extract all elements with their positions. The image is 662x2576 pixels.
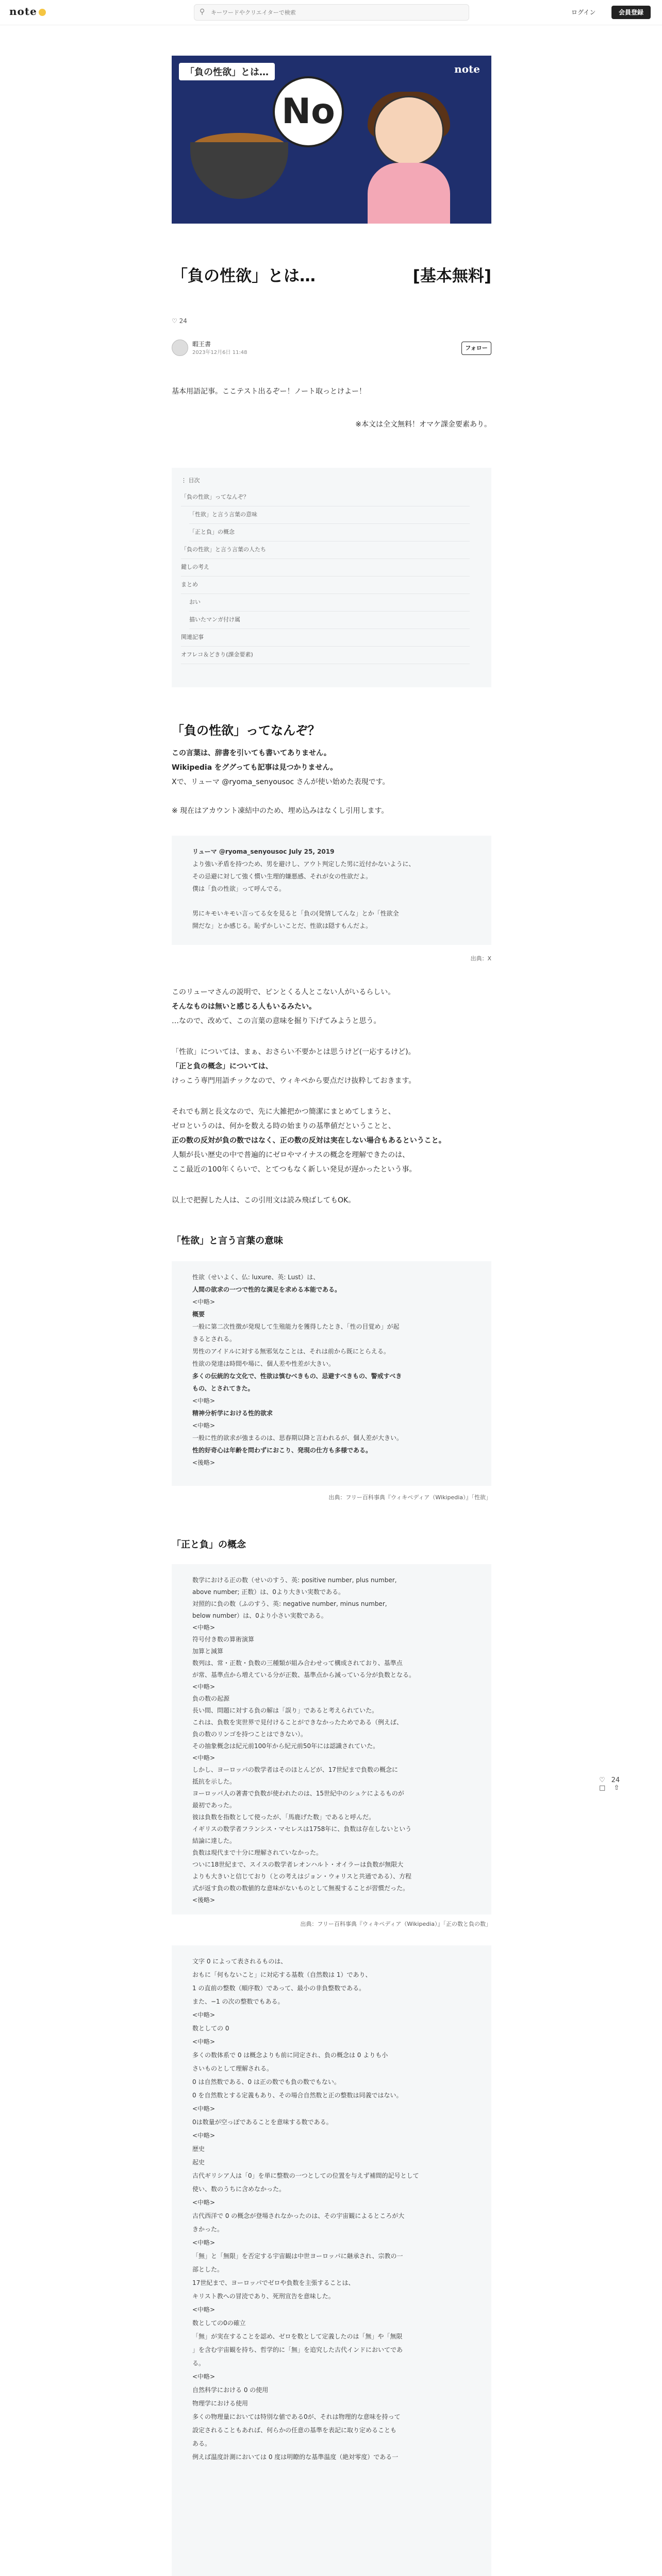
no-bubble: No bbox=[273, 76, 344, 147]
quote-line: <中略> bbox=[192, 2373, 216, 2380]
quote-line: 0 は自然数である、0 は正の数でも負の数でもない。 bbox=[192, 2078, 340, 2086]
paragraph: そんなものは無いと感じる人もいるみたい。 bbox=[172, 1003, 316, 1011]
section-heading: 「性欲」と言う言葉の意味 bbox=[172, 1235, 283, 1246]
quote-line: きかった。 bbox=[192, 2226, 224, 2233]
login-link[interactable]: ログイン bbox=[571, 9, 596, 16]
quote-line: イギリスの数学者フランシス・マセレスは1758年に、負数は存在しないという bbox=[192, 1825, 412, 1833]
girl-face bbox=[374, 96, 444, 166]
toc-item[interactable]: 描いたマンガ付け属 bbox=[189, 611, 470, 629]
post-date: 2023年12月6日 11:48 bbox=[192, 350, 247, 355]
intro-note: ※本文は全文無料！オマケ課金要素あり。 bbox=[355, 420, 491, 429]
author-name[interactable]: 暇王書 bbox=[192, 341, 211, 348]
quote-line: <中略> bbox=[192, 2132, 216, 2139]
quote-block bbox=[172, 1945, 491, 2576]
quote-line: <後略> bbox=[192, 1896, 216, 1904]
quote-line: <中略> bbox=[192, 2105, 216, 2112]
paragraph: それでも割と長文なので、先に大雑把かつ簡潔にまとめてしまうと、 bbox=[172, 1108, 395, 1116]
quote-line: 」を含む宇宙観を持ち、哲学的に「無」を追究した古代インドにおいてであ bbox=[192, 2346, 403, 2353]
side-like-count: 24 bbox=[611, 1776, 620, 1784]
quote-line: 「無」と「無限」を否定する宇宙観は中世ヨーロッパに継承され、宗教の一 bbox=[192, 2252, 403, 2260]
quote-line: 物理学における使用 bbox=[192, 2400, 249, 2407]
quote-line: 式が返す負の数の数値的な意味がないものとして無視することが習慣だった。 bbox=[192, 1885, 409, 1892]
toc-item[interactable]: 「負の性欲」ってなんぞ？ bbox=[181, 488, 470, 506]
quote-line: above number; 正数）は、0より大きい実数である。 bbox=[192, 1588, 344, 1596]
quote-line: 長い間、問題に対する負の解は「誤り」であると考えられていた。 bbox=[192, 1707, 378, 1714]
quote-block bbox=[172, 1564, 491, 1914]
quote-line: 人間の欲求の一つで性的な満足を求める本能である。 bbox=[192, 1286, 341, 1293]
paragraph: ゼロというのは、何かを数える時の始まりの基準値だということと、 bbox=[172, 1122, 395, 1130]
avatar[interactable] bbox=[172, 340, 188, 356]
quote-line: リューマ @ryoma_senyousoc July 25, 2019 bbox=[192, 848, 335, 855]
toc-head[interactable]: ⋮ 目次 bbox=[181, 477, 200, 484]
quote-line: 男にキモいキモい言ってる女を見ると「負の(発情してんな」とか「性欲全 bbox=[192, 910, 399, 917]
toc-item[interactable]: オフレコ＆どきり(課金要素) bbox=[181, 646, 470, 664]
quote-block bbox=[172, 1261, 491, 1486]
paragraph: …なので、改めて、この言葉の意味を掘り下げてみようと思う。 bbox=[172, 1017, 381, 1025]
quote-line: <中略> bbox=[192, 2306, 216, 2313]
quote-line: <中略> bbox=[192, 1683, 216, 1690]
quote-line: 多くの数体系で 0 は概念よりも前に同定され、負の概念は 0 よりも小 bbox=[192, 2052, 388, 2059]
quote-line: 開だな」とか感じる。恥ずかしいことだ、性欲は隠すもんだよ。 bbox=[192, 922, 372, 929]
quote-line: これは、負数を実世界で見付けることができなかったためである（例えば、 bbox=[192, 1719, 403, 1726]
citation[interactable]: 出典：X bbox=[470, 955, 491, 962]
search-box[interactable] bbox=[194, 4, 469, 21]
toc-item[interactable]: 「正と負」の概念 bbox=[189, 523, 470, 541]
quote-line: また、−1 の次の整数でもある。 bbox=[192, 1998, 284, 2005]
quote-line: 符号付き数の算術演算 bbox=[192, 1636, 255, 1643]
quote-line: る。 bbox=[192, 2360, 205, 2367]
quote-line: が常、基準点から増えている分が正数、基準点から減っている分が負数となる。 bbox=[192, 1671, 416, 1679]
quote-line: ある。 bbox=[192, 2440, 211, 2447]
toc-item[interactable]: 「性欲」と言う言葉の意味 bbox=[189, 506, 470, 524]
side-actions bbox=[599, 1776, 640, 1792]
quote-line: 歴史 bbox=[192, 2145, 205, 2153]
quote-line: 性欲（せいよく、仏: luxure、英: Lust）は、 bbox=[192, 1274, 320, 1281]
quote-line: 最初であった。 bbox=[192, 1802, 236, 1809]
section-heading: 「負の性欲」ってなんぞ？ bbox=[172, 723, 320, 738]
quote-line: <後略> bbox=[192, 1459, 216, 1466]
quote-line: 古代ギリシア人は「0」を単に整数の一つとしての位置を与えず補間的記号として bbox=[192, 2172, 419, 2179]
toc-item[interactable]: 関連記事 bbox=[181, 629, 470, 647]
heart-icon[interactable]: ♡ bbox=[599, 1776, 605, 1784]
toc-item[interactable]: おい bbox=[189, 594, 470, 612]
section-heading: 「正と負」の概念 bbox=[172, 1539, 246, 1550]
quote-line: <中略> bbox=[192, 2011, 216, 2019]
quote-line: 起史 bbox=[192, 2159, 205, 2166]
site-header bbox=[0, 0, 662, 25]
girl-body bbox=[368, 163, 450, 224]
quote-line: 1 の直前の整数（順序数）であって、最小の非負整数である。 bbox=[192, 1985, 366, 1992]
follow-button[interactable]: フォロー bbox=[461, 342, 491, 355]
author-row bbox=[172, 337, 491, 360]
citation[interactable]: 出典：フリー百科事典『ウィキペディア（Wikipedia）』「正の数と負の数」 bbox=[300, 1921, 491, 1927]
quote-line: 多くの物理量においては特別な値である0が、それは物理的な意味を持って bbox=[192, 2413, 401, 2420]
quote-line: よりも大きいと信じており（との考えはジョン・ウォリスと共通である）、方程 bbox=[192, 1873, 412, 1880]
quote-line: 負の数のリンゴを持つことはできない）。 bbox=[192, 1731, 307, 1738]
quote-line: 性的好奇心は年齢を問わずにおこり、発現の仕方も多様である。 bbox=[192, 1447, 372, 1454]
quote-line: 対照的に負の数（ふのすう、英: negative number, minus number, bbox=[192, 1600, 387, 1607]
paragraph: このリューマさんの説明で、ピンとくる人とこない人がいるらしい。 bbox=[172, 988, 395, 996]
quote-line: ついに18世紀まで、スイスの数学者レオンハルト・オイラーは負数が無限大 bbox=[192, 1861, 404, 1868]
quote-line: <中略> bbox=[192, 1754, 216, 1761]
paragraph: ここ最近の100年くらいで、とてつもなく新しい発見が遅かったという事。 bbox=[172, 1165, 417, 1174]
quote-line: 0は数量が空っぽであることを意味する数である。 bbox=[192, 2119, 333, 2126]
register-button[interactable]: 会員登録 bbox=[611, 6, 651, 19]
search-icon: ⚲ bbox=[200, 8, 205, 16]
quote-line: キリスト教への冒涜であり、死刑宣告を意味した。 bbox=[192, 2293, 335, 2300]
quote-line: 部とした。 bbox=[192, 2266, 224, 2273]
like-count[interactable]: ♡ 24 bbox=[172, 317, 187, 325]
paragraph: Xで、リューマ @ryoma_senyousoc さんが使い始めた表現です。 bbox=[172, 778, 390, 786]
paragraph: 以上で把握した人は、この引用文は読み飛ばしてもOK。 bbox=[172, 1196, 356, 1205]
quote-line: その忌避に対して強く慣い生理的嫌悪感、それが女の性欲だよ。 bbox=[192, 873, 372, 880]
toc-item[interactable]: 「負の性欲」と言う言葉の人たち bbox=[181, 541, 470, 559]
quote-line: <中略> bbox=[192, 2038, 216, 2045]
citation[interactable]: 出典：フリー百科事典『ウィキペディア（Wikipedia）』「性欲」 bbox=[328, 1494, 491, 1501]
quote-line: 概要 bbox=[192, 1311, 205, 1318]
hero-image bbox=[172, 56, 491, 224]
paragraph: 正の数の反対が負の数ではなく、正の数の反対は実在しない場合もあるということ。 bbox=[172, 1137, 446, 1145]
quote-line: <中略> bbox=[192, 1298, 216, 1306]
quote-line: しかし、ヨーロッパの数学者はそのほとんどが、17世紀まで負数の概念に bbox=[192, 1766, 399, 1773]
quote-line: 数としての0の確立 bbox=[192, 2319, 246, 2327]
comment-icon[interactable]: □ bbox=[599, 1784, 606, 1792]
quote-line: 加算と減算 bbox=[192, 1648, 224, 1655]
quote-line: 精神分析学における性的欲求 bbox=[192, 1410, 273, 1417]
logo-face-icon bbox=[39, 9, 46, 16]
quote-line: 多くの伝統的な文化で、性欲は慎むべきもの、忌避すべきもの、警戒すべき bbox=[192, 1372, 402, 1380]
quote-line: 0 を自然数とする定義もあり、その場合自然数と正の整数は同義ではない。 bbox=[192, 2092, 403, 2099]
share-icon[interactable]: ⇧ bbox=[614, 1784, 620, 1792]
paragraph: この言葉は、辞書を引いても書いてありません。 bbox=[172, 749, 331, 757]
quote-line: おもに「何もないこと」に対応する基数（自然数は 1）であり、 bbox=[192, 1971, 372, 1978]
quote-line: 例えば温度計測においては 0 度は明瞭的な基準温度（絶対零度）である一 bbox=[192, 2453, 399, 2461]
quote-line: <中略> bbox=[192, 1422, 216, 1429]
quote-line: <中略> bbox=[192, 2199, 216, 2206]
quote-line: <中略> bbox=[192, 1397, 216, 1404]
quote-line: 文字 0 によって表されるものは、 bbox=[192, 1958, 287, 1965]
quote-line: 古代西洋で 0 の概念が登場されなかったのは、その宇宙観によるところが大 bbox=[192, 2212, 405, 2219]
title-suffix: [基本無料] bbox=[412, 267, 491, 285]
quote-line: もの、とされてきた。 bbox=[192, 1385, 254, 1392]
hero-brand: note bbox=[454, 63, 480, 75]
quote-line: <中略> bbox=[192, 2239, 216, 2246]
quote-line: 自然科学における 0 の使用 bbox=[192, 2386, 269, 2394]
paragraph: ※ 現在はアカウント凍結中のため、埋め込みはなくし引用します。 bbox=[172, 807, 389, 815]
quote-line: 使い、数のうちに含めなかった。 bbox=[192, 2185, 286, 2193]
quote-line: 17世紀まで、ヨーロッパでゼロや負数を主張することは、 bbox=[192, 2279, 355, 2286]
quote-line: 負の数の起源 bbox=[192, 1695, 230, 1702]
quote-line: 抵抗を示した。 bbox=[192, 1778, 236, 1785]
quote-line: below number）は、0より小さい実数である。 bbox=[192, 1612, 327, 1619]
paragraph: 「性欲」については、まぁ、おさらい不要かとは思うけど(一応するけど)。 bbox=[172, 1048, 416, 1056]
quote-line: 数学における正の数（せいのすう、英: positive number, plus number, bbox=[192, 1577, 397, 1584]
quote-line: 性欲の発達は時間や場に、個人差や性差が大きい。 bbox=[192, 1360, 335, 1367]
quote-line: 負数は現代まで十分に理解されていなかった。 bbox=[192, 1849, 323, 1856]
article-title: 「負の性欲」とは… [基本無料] bbox=[172, 264, 491, 289]
quote-line: 数としての 0 bbox=[192, 2025, 229, 2032]
hero-tag: 「負の性欲」とは… bbox=[179, 63, 275, 80]
quote-line: きるとされる。 bbox=[192, 1335, 236, 1343]
quote-line: 一般に性的欲求が強まるのは、思春期以降と言われるが、個人差が大きい。 bbox=[192, 1434, 403, 1442]
quote-line: 一般に第二次性徴が発現して生殖能力を獲得したとき、「性の目覚め」が起 bbox=[192, 1323, 400, 1330]
quote-line: 僕は「負の性欲」って呼んでる。 bbox=[192, 885, 286, 892]
paragraph: 「正と負の概念」については、 bbox=[172, 1062, 273, 1071]
quote-line: 「無」が実在することを認め、ゼロを数として定義したのは「無」や「無限 bbox=[192, 2333, 403, 2340]
table-of-contents bbox=[172, 468, 491, 687]
note-logo[interactable]: note bbox=[9, 5, 46, 18]
intro-line: 基本用語記事。ここテスト出るぞー！ノート取っとけよー！ bbox=[172, 387, 367, 396]
beef-bowl bbox=[190, 142, 288, 199]
search-input[interactable] bbox=[210, 7, 459, 18]
toc-item[interactable]: まとめ bbox=[181, 576, 470, 594]
quote-line: 彼は負数を指数として使ったが、「馬鹿げた数」であると呼んだ。 bbox=[192, 1814, 375, 1821]
quote-line: その抽象概念は紀元前100年から紀元前50年には認識されていた。 bbox=[192, 1742, 379, 1750]
quote-line: ヨーロッパ人の著書で負数が使われたのは、15世紀中のシュケによるものが bbox=[192, 1790, 404, 1797]
quote-line: 数列は、常・正数・負数の三種類が組み合わせって構成されており、基準点 bbox=[192, 1659, 403, 1667]
quote-line: より強い矛盾を持つため、男を避けし、アウト判定した男に近付かないように、 bbox=[192, 860, 415, 868]
quote-line: 男性のアイドルに対する無邪気なことは、それは前から既にとらえる。 bbox=[192, 1348, 390, 1355]
quote-line: <中略> bbox=[192, 1624, 216, 1631]
paragraph: 人類が長い歴史の中で普遍的にゼロやマイナスの概念を理解できたのは、 bbox=[172, 1151, 410, 1159]
quote-line: 結論に達した。 bbox=[192, 1837, 236, 1844]
paragraph: Wikipedia をググっても記事は見つかりません。 bbox=[172, 764, 338, 772]
quote-block bbox=[172, 836, 491, 945]
quote-line: 設定されることもあれば、何らかの任意の基準を表記に取り定めることも bbox=[192, 2427, 397, 2434]
quote-line: さいものとして理解される。 bbox=[192, 2065, 273, 2072]
toc-item[interactable]: 鍵しの考え bbox=[181, 558, 470, 577]
paragraph: けっこう専門用語チックなので、ウィキペから要点だけ抜粋しておきます。 bbox=[172, 1077, 416, 1085]
